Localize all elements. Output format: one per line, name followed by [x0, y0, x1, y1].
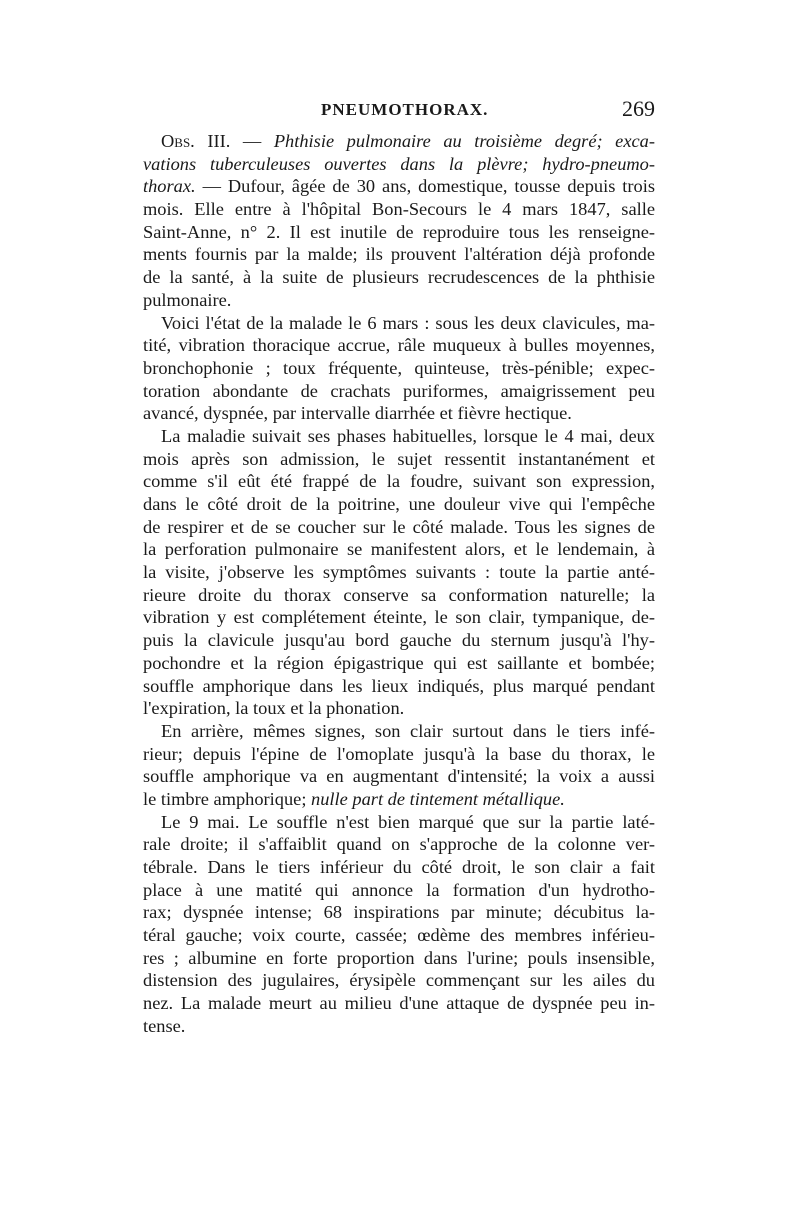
text-line: avancé, dyspnée, par intervalle diarrhée et fièvre hectique. — [143, 403, 572, 424]
text-line — [143, 130, 655, 153]
text-line: res ; albumine en forte proportion dans l'urine; pouls insensible, — [143, 947, 655, 968]
text-line: de respirer et de se coucher sur le côté malade. Tous les signes de — [143, 516, 655, 537]
text-line: vibration y est complétement éteinte, le son clair, tympanique, de- — [143, 607, 655, 628]
text-line: bronchophonie ; toux fréquente, quinteuse, très-pénible; expec- — [143, 357, 655, 378]
text-line: la perforation pulmonaire se manifestent alors, et le lendemain, à — [143, 539, 655, 560]
text-line: téral gauche; voix courte, cassée; œdème des membres inférieu- — [143, 925, 655, 946]
text-fragment: le timbre amphorique; — [143, 788, 312, 809]
emphasis: nulle part de tintement métallique. — [311, 788, 565, 809]
text-line: Voici l'état de la malade le 6 mars : sous les deux clavicules, ma- — [161, 312, 655, 333]
text-line: mois. Elle entre à l'hôpital Bon-Secours le 4 mars 1847, salle — [143, 199, 655, 220]
text-line: Saint-Anne, n° 2. Il est inutile de reproduire tous les renseigne- — [143, 221, 655, 242]
text-line: vations tuberculeuses ouvertes dans la plèvre; hydro-pneumo- — [143, 153, 655, 174]
text-line: l'expiration, la toux et la phonation. — [143, 698, 405, 719]
body-text — [143, 130, 655, 1038]
observation-title: Phthisie pulmonaire au troisième degré; exca- — [273, 131, 655, 151]
text-line: place à une matité qui annonce la formation d'un hydrotho- — [143, 879, 655, 900]
text-line: tébrale. Dans le tiers inférieur du côté droit, le son clair a fait — [143, 857, 655, 877]
text-line: rieur; depuis l'épine de l'omoplate jusqu'à la base du thorax, le — [143, 743, 655, 764]
text-line: En arrière, mêmes signes, son clair surtout dans le tiers infé- — [161, 720, 655, 741]
text-line: mois après son admission, le sujet ressentit instantanément et — [143, 448, 655, 469]
text-line: tité, vibration thoracique accrue, râle muqueux à bulles moyennes, — [143, 335, 655, 356]
text-fragment: — Dufour, âgée de 30 ans, domestique, tousse depuis trois — [195, 176, 655, 197]
text-line: distension des jugulaires, érysipèle commençant sur les ailes du — [143, 970, 655, 991]
text-line: tense. — [143, 1015, 186, 1036]
observation-title-end: thorax. — [143, 176, 196, 197]
text-line: pochondre et la région épigastrique qui est saillante et bombée; — [143, 652, 655, 673]
text-line: comme s'il eût été frappé de la foudre, suivant son expression, — [143, 471, 655, 492]
text-line: souffle amphorique dans les lieux indiqués, plus marqué pendant — [143, 675, 655, 696]
page-header — [143, 96, 655, 126]
text-line: pulmonaire. — [143, 289, 232, 310]
text-line: Le 9 mai. Le souffle n'est bien marqué que sur la partie laté- — [161, 811, 655, 832]
text-line: La maladie suivait ses phases habituelles, lorsque le 4 mai, deux — [161, 425, 655, 446]
text-line: toration abondante de crachats puriformes, amaigrissement peu — [143, 380, 655, 401]
text-line: la visite, j'observe les symptômes suivants : toute la partie anté- — [143, 562, 655, 583]
observation-label: Obs. III. — [161, 131, 231, 151]
text-line: puis la clavicule jusqu'au bord gauche du sternum jusqu'à l'hy- — [143, 630, 655, 651]
text-line: rieure droite du thorax conserve sa conformation naturelle; la — [143, 584, 655, 605]
text-line: nez. La malade meurt au milieu d'une attaque de dyspnée peu in- — [143, 993, 655, 1014]
dash: — — [230, 131, 274, 151]
text-line — [143, 175, 655, 198]
text-line: rale droite; il s'affaiblit quand on s'approche de la colonne ver- — [143, 834, 655, 855]
text-line: rax; dyspnée intense; 68 inspirations par minute; décubitus la- — [143, 902, 655, 923]
text-line: souffle amphorique va en augmentant d'intensité; la voix a aussi — [143, 766, 655, 787]
text-line — [143, 788, 655, 811]
text-line: ments fournis par la malde; ils prouvent l'altération déjà profonde — [143, 244, 655, 265]
text-line: de la santé, à la suite de plusieurs recrudescences de la phthisie — [143, 267, 655, 288]
running-title: PNEUMOTHORAX. — [321, 100, 489, 119]
text-line: dans le côté droit de la poitrine, une douleur vive qui l'empêche — [143, 494, 655, 514]
page-number: 269 — [622, 96, 655, 121]
